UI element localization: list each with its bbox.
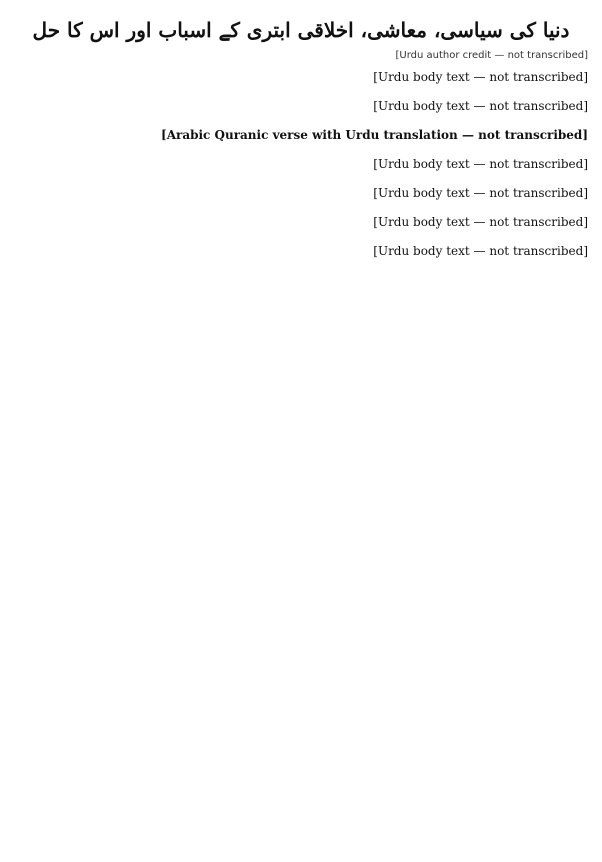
paragraph-6: [Urdu body text — not transcribed]: [373, 244, 588, 258]
paragraph-1: [Urdu body text — not transcribed]: [373, 70, 588, 84]
quran-verse: [Arabic Quranic verse with Urdu translation — not transcribed]: [161, 128, 588, 142]
paragraph-2: [Urdu body text — not transcribed]: [373, 99, 588, 113]
paragraph-4: [Urdu body text — not transcribed]: [373, 186, 588, 200]
author-byline: [Urdu author credit — not transcribed]: [395, 50, 588, 61]
paragraph-5: [Urdu body text — not transcribed]: [373, 215, 588, 229]
page-title: دنیا کی سیاسی، معاشی، اخلاقی ابتری کے اسباب اور اس کا حل: [32, 18, 570, 42]
paragraph-3: [Urdu body text — not transcribed]: [373, 157, 588, 171]
